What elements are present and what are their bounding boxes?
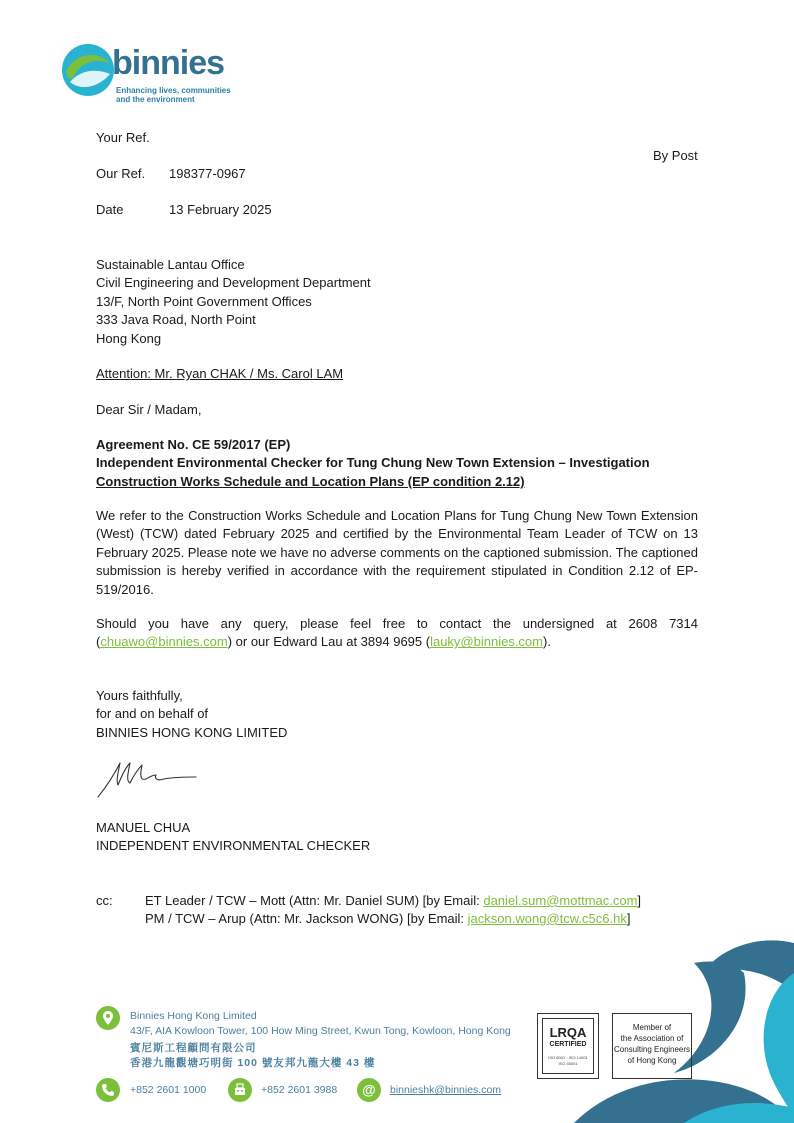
- address-line: Sustainable Lantau Office: [96, 257, 245, 272]
- subject-line-3: Construction Works Schedule and Location Plans (EP condition 2.12): [96, 473, 525, 489]
- acehk-member-badge: [612, 1013, 692, 1079]
- footer-address-zh: 香港九龍觀塘巧明街 100 號友邦九龍大樓 43 樓: [130, 1057, 376, 1069]
- lrqa-name: LRQA: [549, 1025, 587, 1040]
- subject-block: [96, 436, 650, 491]
- lrqa-iso-2: ISO 45001: [558, 1061, 578, 1066]
- para2-text-b: ) or our Edward Lau at 3894 9695 (: [227, 634, 431, 650]
- address-line: 333 Java Road, North Point: [96, 312, 256, 328]
- cc-line-2-end: ]: [626, 911, 631, 926]
- footer-phone: +852 2601 1000: [130, 1084, 207, 1096]
- footer-fax: +852 2601 3988: [261, 1084, 338, 1096]
- cc-line-1-text: ET Leader / TCW – Mott (Attn: Mr. Daniel SUM) [by Email:: [145, 893, 484, 908]
- handwritten-signature: [94, 757, 204, 801]
- email-link-chuawo[interactable]: chuawo@binnies.com: [100, 634, 228, 650]
- attention-line: Attention: Mr. Ryan CHAK / Ms. Carol LAM: [96, 366, 344, 381]
- our-ref-label: Our Ref.: [96, 166, 146, 181]
- email-link-daniel-sum[interactable]: daniel.sum@mottmac.com: [483, 893, 638, 908]
- lrqa-iso-1: ISO 9001 · ISO 14001: [548, 1055, 588, 1060]
- footer-company-zh: 賓尼斯工程顧問有限公司: [130, 1042, 257, 1054]
- cc-line-1: [145, 892, 641, 910]
- acehk-line-2: the Association of: [620, 1034, 684, 1043]
- phone-icon: [96, 1078, 120, 1102]
- closing-line-3: BINNIES HONG KONG LIMITED: [96, 724, 288, 740]
- recipient-address: [96, 256, 371, 348]
- body-paragraph-1: We refer to the Construction Works Schedule and Location Plans for Tung Chung New Town Extension (West) (TCW) dated February 2025 and certified by the Environmental Team Leader of TCW on 13 February 2025. Please note we have no adverse comments on the captioned submission. The captioned submission is hereby verified in accordance with the requirement stipulated in Condition 2.12 of EP-519/2016.: [96, 508, 698, 597]
- salutation: Dear Sir / Madam,: [96, 402, 202, 417]
- para2-text-a: Should you have any query, please feel free to contact the undersigned at 2608 7314 (: [96, 616, 698, 650]
- svg-text:@: @: [362, 1081, 376, 1098]
- date-value: 13 February 2025: [169, 202, 272, 217]
- closing-line-1: Yours faithfully,: [96, 688, 183, 703]
- acehk-line-3: Consulting Engineers: [613, 1045, 691, 1054]
- lrqa-certified-text: CERTIFIED: [549, 1041, 587, 1048]
- para2-text-c: ).: [543, 634, 551, 650]
- signatory-name: MANUEL CHUA: [96, 820, 191, 835]
- cc-line-1-end: ]: [637, 893, 642, 908]
- subject-line-2: Independent Environmental Checker for Tung Chung New Town Extension – Investigation: [96, 455, 650, 471]
- cc-line-2: [145, 910, 630, 928]
- body-paragraph-2: [96, 615, 698, 652]
- closing-line-2: for and on behalf of: [96, 706, 209, 722]
- email-link-jackson-wong[interactable]: jackson.wong@tcw.c5c6.hk: [467, 911, 627, 926]
- by-post-label: By Post: [653, 148, 698, 163]
- company-logo: [60, 40, 250, 106]
- location-pin-icon: [96, 1006, 120, 1030]
- logo-tagline-2: and the environment: [116, 95, 195, 104]
- footer-email-link[interactable]: binnieshk@binnies.com: [390, 1084, 502, 1096]
- lrqa-certified-badge: [537, 1013, 599, 1079]
- closing-block: [96, 687, 287, 742]
- logo-swirl-icon: [60, 42, 116, 98]
- subject-line-1: Agreement No. CE 59/2017 (EP): [96, 437, 291, 452]
- our-ref-value: 198377-0967: [169, 166, 246, 181]
- acehk-line-1: Member of: [632, 1023, 672, 1032]
- fax-icon: [228, 1078, 252, 1102]
- email-link-lauky[interactable]: lauky@binnies.com: [430, 634, 543, 650]
- signatory-title: INDEPENDENT ENVIRONMENTAL CHECKER: [96, 838, 371, 854]
- signatory-block: [96, 819, 370, 856]
- cc-line-2-text: PM / TCW – Arup (Attn: Mr. Jackson WONG) [by Email:: [145, 911, 468, 926]
- footer-address-en: 43/F, AIA Kowloon Tower, 100 How Ming Street, Kwun Tong, Kowloon, Hong Kong: [130, 1025, 511, 1037]
- email-at-icon: [357, 1078, 381, 1102]
- footer-company: Binnies Hong Kong Limited: [130, 1010, 257, 1022]
- address-line: 13/F, North Point Government Offices: [96, 293, 312, 309]
- address-line: Hong Kong: [96, 330, 162, 346]
- acehk-line-4: of Hong Kong: [627, 1056, 677, 1065]
- cc-label: cc:: [96, 893, 113, 908]
- logo-tagline-1: Enhancing lives, communities: [116, 86, 231, 95]
- logo-wordmark: binnies: [112, 44, 225, 82]
- address-line: Civil Engineering and Development Department: [96, 275, 371, 291]
- your-ref-label: Your Ref.: [96, 130, 150, 145]
- date-label: Date: [96, 202, 124, 217]
